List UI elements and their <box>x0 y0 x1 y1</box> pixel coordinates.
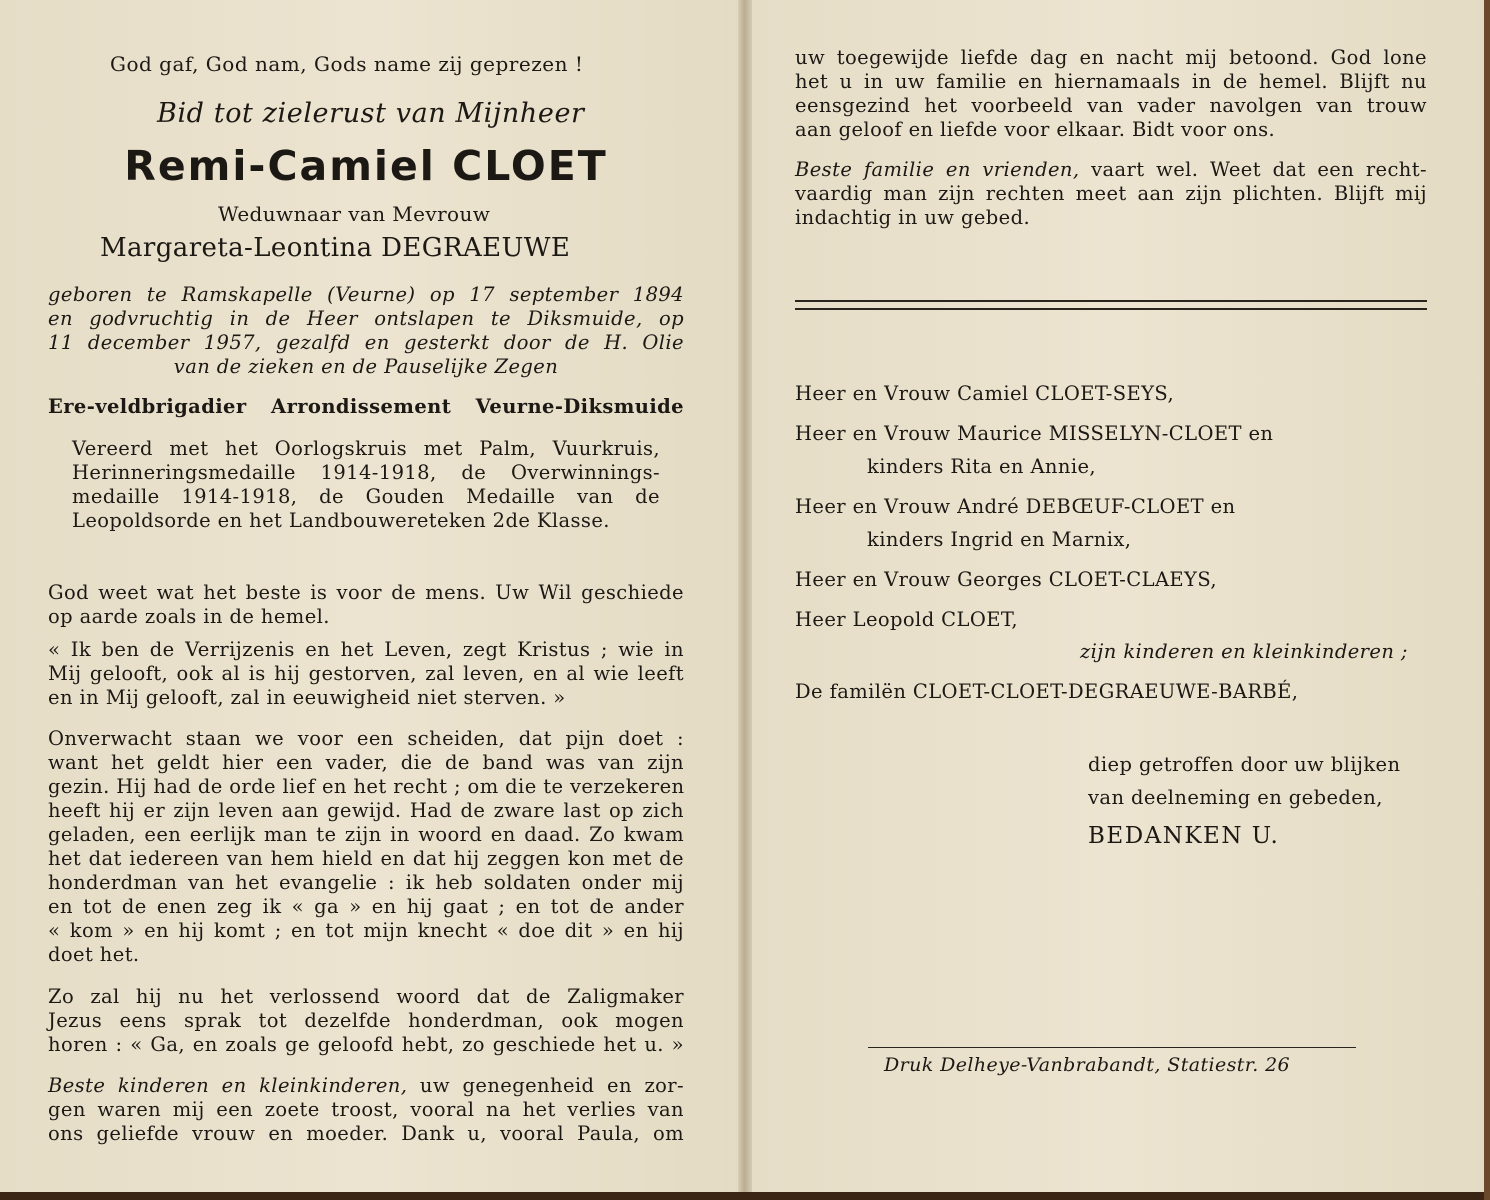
text-line: geladen, een eerlijk man te zijn in woord en daad. Zo kwam <box>48 823 684 846</box>
family-entry: kinders Rita en Annie, <box>867 455 1097 478</box>
text-line: heeft hij er zijn leven aan gewijd. Had de zware last op zich <box>48 799 684 822</box>
text-line: het u in uw familie en hiernamaals in de hemel. Blijft nu <box>795 70 1427 93</box>
greeting-rest: uw genegenheid en zor- <box>419 1074 684 1097</box>
motto: God gaf, God nam, Gods name zij geprezen ! <box>110 52 584 76</box>
widower-line: Weduwnaar van Mevrouw <box>218 202 491 226</box>
prayer-intro: Bid tot zielerust van Mijnheer <box>157 98 585 129</box>
text-line: indachtig in uw gebed. <box>795 206 1031 229</box>
card-bottom-edge <box>0 1192 1490 1200</box>
printer-credit: Druk Delheye-Vanbrabandt, Statiestr. 26 <box>884 1054 1291 1076</box>
text-line: uw toegewijde liefde dag en nacht mij betoond. God lone <box>795 46 1427 69</box>
family-entry: De familën CLOET-CLOET-DEGRAEUWE-BARBÉ, <box>795 680 1299 703</box>
text-line: op aarde zoals in de hemel. <box>48 605 330 628</box>
birth-line: en godvruchtig in de Heer ontslapen te Diksmuide, op <box>48 307 684 330</box>
text-line: gezin. Hij had de orde lief en het recht ; om die te verzekeren <box>48 775 685 798</box>
thanks-line: diep getroffen door uw blijken <box>1088 753 1401 776</box>
text-line: aan geloof en liefde voor elkaar. Bidt voor ons. <box>795 118 1276 141</box>
deceased-name: Remi-Camiel CLOET <box>124 142 608 190</box>
text-line: en tot de enen zeg ik « ga » en hij gaat ; en tot de ander <box>48 895 684 918</box>
double-rule-top <box>795 300 1427 302</box>
text-line: « Ik ben de Verrijzenis en het Leven, zegt Kristus ; wie in <box>48 638 684 661</box>
farewell-rest: vaart wel. Weet dat een recht- <box>1091 158 1427 181</box>
card-right-edge <box>1484 0 1490 1200</box>
text-line: en in Mij gelooft, zal in eeuwigheid niet sterven. » <box>48 686 566 709</box>
family-entry: Heer en Vrouw Georges CLOET-CLAEYS, <box>795 568 1217 591</box>
rank-title: Ere-veldbrigadier Arrondissement Veurne-Diksmuide <box>48 395 684 418</box>
text-line: Onverwacht staan we voor een scheiden, dat pijn doet : <box>48 727 684 750</box>
text-line: Zo zal hij nu het verlossend woord dat de Zaligmaker <box>48 985 684 1008</box>
text-line: horen : « Ga, en zoals ge geloofd hebt, zo geschiede het u. » <box>48 1033 684 1056</box>
text-line <box>795 158 1427 181</box>
text-line: Mij gelooft, ook al is hij gestorven, zal leven, en al wie leeft <box>48 662 684 685</box>
family-entry: Heer en Vrouw André DEBŒUF-CLOET en <box>795 495 1236 518</box>
printer-rule <box>868 1047 1356 1048</box>
text-line: want het geldt hier een vader, die de band was van zijn <box>48 751 684 774</box>
text-line: doet het. <box>48 943 140 966</box>
text-line: het dat iedereen van hem hield en dat hij zeggen kon met de <box>48 847 684 870</box>
honours-line: Vereerd met het Oorlogskruis met Palm, Vuurkruis, <box>72 437 660 460</box>
birth-line: van de zieken en de Pauselijke Zegen <box>173 355 559 378</box>
birth-line: 11 december 1957, gezalfd en gesterkt door de H. Olie <box>48 331 684 354</box>
family-entry: Heer en Vrouw Camiel CLOET-SEYS, <box>795 382 1175 405</box>
thanks-line: van deelneming en gebeden, <box>1088 786 1383 809</box>
text-line: vaardig man zijn rechten meet aan zijn plichten. Blijft mij <box>795 182 1427 205</box>
spouse-name: Margareta-Leontina DEGRAEUWE <box>100 233 571 263</box>
family-entry: Heer Leopold CLOET, <box>795 608 1019 631</box>
text-line: ons geliefde vrouw en moeder. Dank u, vooral Paula, om <box>48 1122 684 1145</box>
thanks-signature: BEDANKEN U. <box>1088 823 1280 849</box>
farewell-italic: Beste familie en vrienden, <box>795 158 1080 181</box>
text-line <box>48 1074 684 1097</box>
text-line: honderdman van het evangelie : ik heb soldaten onder mij <box>48 871 684 894</box>
greeting-italic: Beste kinderen en kleinkinderen, <box>48 1074 408 1097</box>
text-line: « kom » en hij komt ; en tot mijn knecht « doe dit » en hij <box>48 919 684 942</box>
text-line: God weet wat het beste is voor de mens. Uw Wil geschiede <box>48 581 684 604</box>
card-fold <box>738 0 752 1200</box>
text-line: eensgezind het voorbeeld van vader navolgen van trouw <box>795 94 1427 117</box>
double-rule-bottom <box>795 308 1427 310</box>
family-summary: zijn kinderen en kleinkinderen ; <box>1080 640 1408 663</box>
honours-line: Leopoldsorde en het Landbouwereteken 2de Klasse. <box>72 509 610 532</box>
text-line: Jezus eens sprak tot dezelfde honderdman, ook mogen <box>48 1009 684 1032</box>
birth-line: geboren te Ramskapelle (Veurne) op 17 september 1894 <box>48 283 684 306</box>
family-entry: kinders Ingrid en Marnix, <box>867 528 1132 551</box>
family-entry: Heer en Vrouw Maurice MISSELYN-CLOET en <box>795 422 1274 445</box>
honours-line: medaille 1914-1918, de Gouden Medaille van de <box>72 485 660 508</box>
honours-line: Herinneringsmedaille 1914-1918, de Overwinnings- <box>72 461 660 484</box>
text-line: gen waren mij een zoete troost, vooral na het verlies van <box>48 1098 684 1121</box>
